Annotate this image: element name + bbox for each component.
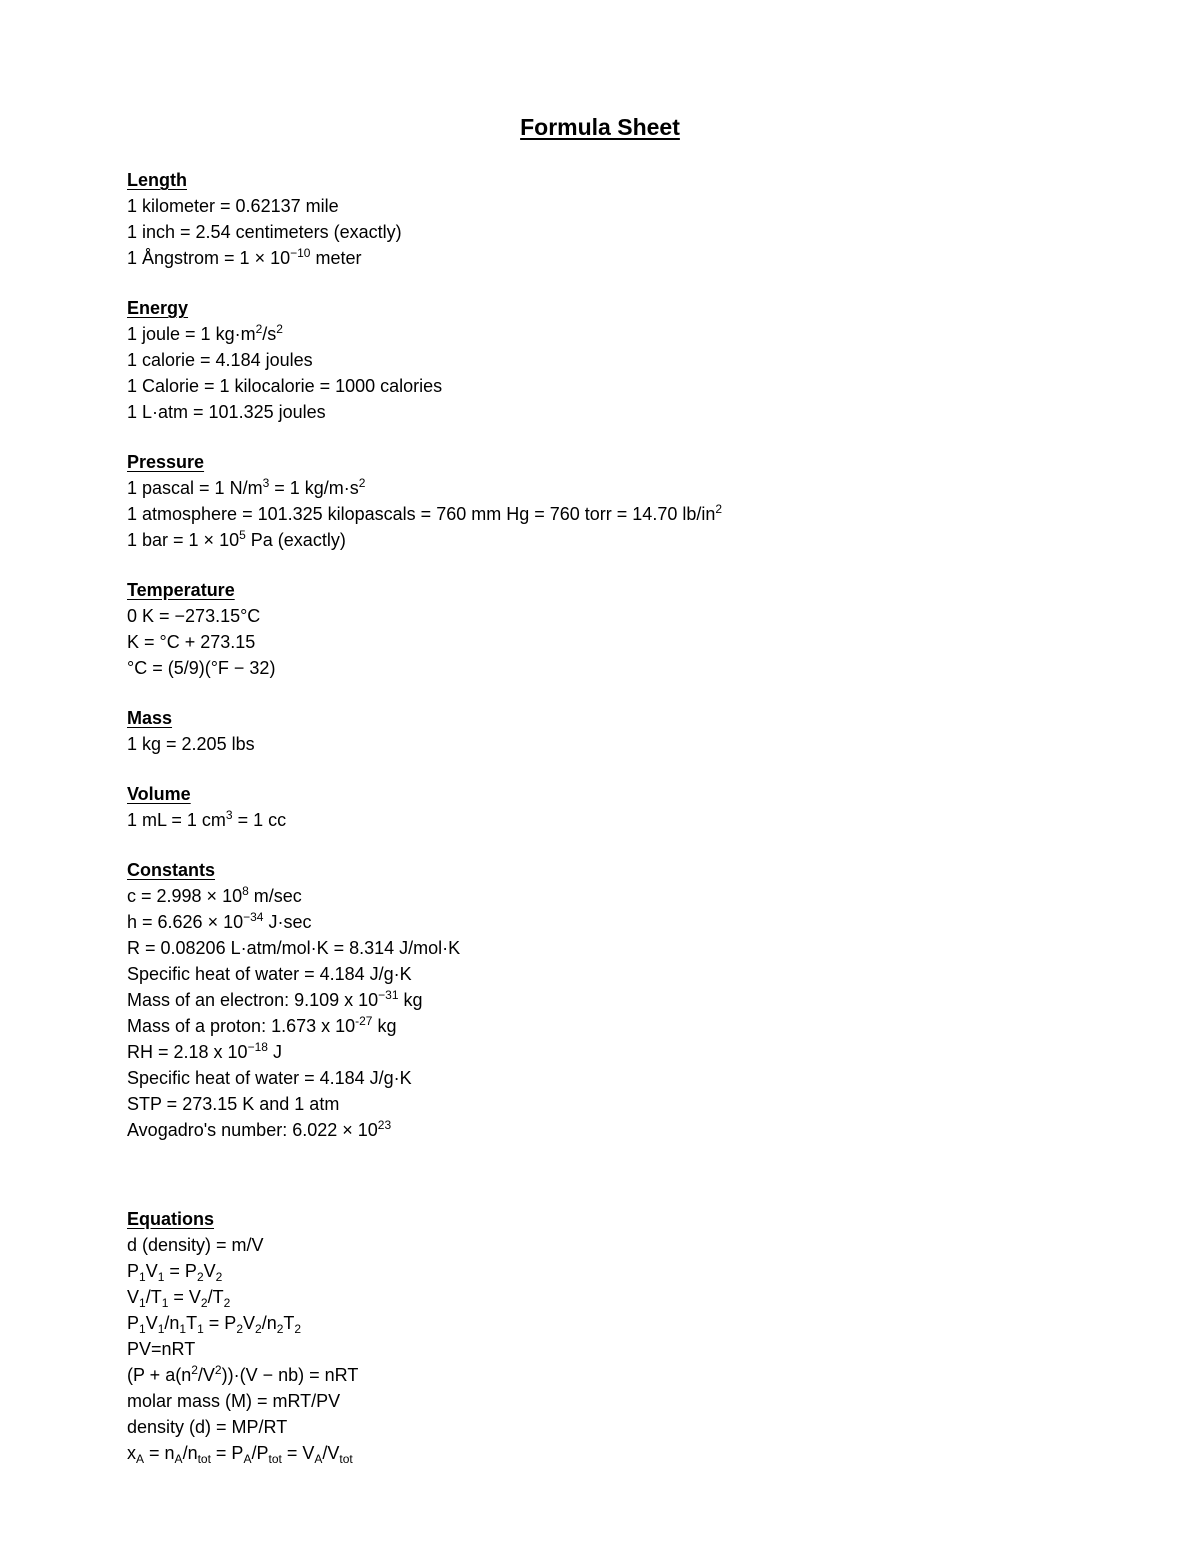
section-spacer [127,553,1127,577]
formula-line: $P_1V_1 = P_2V_2$ [127,1261,223,1284]
formula-line: PV=nRT [127,1339,196,1359]
formula-line: 1 bar = $1 \times 10^5$ Pa (exactly) [127,528,346,550]
section-heading: Length [127,170,187,190]
section-pressure [127,449,1127,553]
formula-line: $(P + a(n^2/V^2))\cdot(V - nb)$ = nRT [127,1363,359,1385]
section-temperature [127,577,1127,681]
section-energy [127,295,1127,425]
formula-line: K = °C + 273.15 [127,632,256,652]
section-volume [127,781,1127,833]
section-spacer [127,271,1127,295]
formula-line: R = 0.08206 L·atm/mol·K = 8.314 J/mol·K [127,938,461,958]
section-heading: Temperature [127,580,235,600]
formula-line: Specific heat of water = 4.184 J/g·K [127,964,412,984]
formula-line: Mass of a proton: 1.673 x $10^{-27}$ kg [127,1014,397,1036]
formula-line: Avogadro's number: $6.022 \times 10^{23}$ [127,1118,392,1140]
section-equations [127,1206,1127,1466]
formula-line: 1 Ångstrom = $1 \times 10^{-10}$ meter [127,246,362,268]
formula-line: 0 K = −273.15°C [127,606,261,626]
formula-line: $c = 2.998 \times 10^8$ m/sec [127,884,302,906]
section-spacer [127,681,1127,705]
formula-line: density (d) = MP/RT [127,1417,288,1437]
section-spacer [127,425,1127,449]
formula-line: $P_1V_1/n_1T_1 = P_2V_2/n_2T_2$ [127,1313,302,1336]
formula-line: 1 L·atm = 101.325 joules [127,402,326,422]
formula-line: °C = (5/9)(°F − 32) [127,658,276,678]
formula-line: 1 kilometer = 0.62137 mile [127,196,339,216]
section-length [127,167,1127,271]
formula-line: Specific heat of water = 4.184 J/g·K [127,1068,412,1088]
section-spacer [127,833,1127,857]
formula-line: $x_A = n_A/n_{tot} = P_A/P_{tot} = V_A/V_{tot}$ [127,1443,353,1466]
formula-line: $h = 6.626 \times 10^{-34}$ J·sec [127,910,312,932]
section-spacer [127,1143,1127,1206]
formula-line: 1 calorie = 4.184 joules [127,350,313,370]
formula-line: 1 inch = 2.54 centimeters (exactly) [127,222,402,242]
formula-line: 1 kg = 2.205 lbs [127,734,255,754]
section-mass [127,705,1127,757]
document-body [127,167,1127,1466]
formula-line: 1 Calorie = 1 kilocalorie = 1000 calories [127,376,443,396]
formula-line: $V_1/T_1 = V_2/T_2$ [127,1287,231,1310]
formula-line: 1 pascal = 1 $N/m^3 = 1$ $kg/m\cdot s^2$ [127,476,366,498]
section-heading: Energy [127,298,189,318]
section-spacer [127,757,1127,781]
formula-line: Mass of an electron: 9.109 x $10^{-31}$ kg [127,988,423,1010]
formula-line: d (density) = m/V [127,1235,264,1255]
formula-line: 1 joule = 1 $kg\cdot m^2/s^2$ [127,322,283,344]
formula-line: 1 atmosphere = 101.325 kilopascals = 760 mm Hg = 760 torr = 14.70 $lb/in^2$ [127,502,723,524]
section-heading: Mass [127,708,173,728]
section-heading: Equations [127,1209,215,1229]
formula-line: STP = 273.15 K and 1 atm [127,1094,340,1114]
section-constants [127,857,1127,1143]
section-heading: Pressure [127,452,205,472]
formula-line: molar mass (M) = mRT/PV [127,1391,341,1411]
page-title: Formula Sheet [520,114,680,140]
formula-line: RH = 2.18 x $10^{-18}$ J [127,1040,282,1062]
formula-line: 1 mL = 1 $cm^3 = 1$ cc [127,808,287,830]
section-heading: Constants [127,860,216,880]
section-heading: Volume [127,784,191,804]
